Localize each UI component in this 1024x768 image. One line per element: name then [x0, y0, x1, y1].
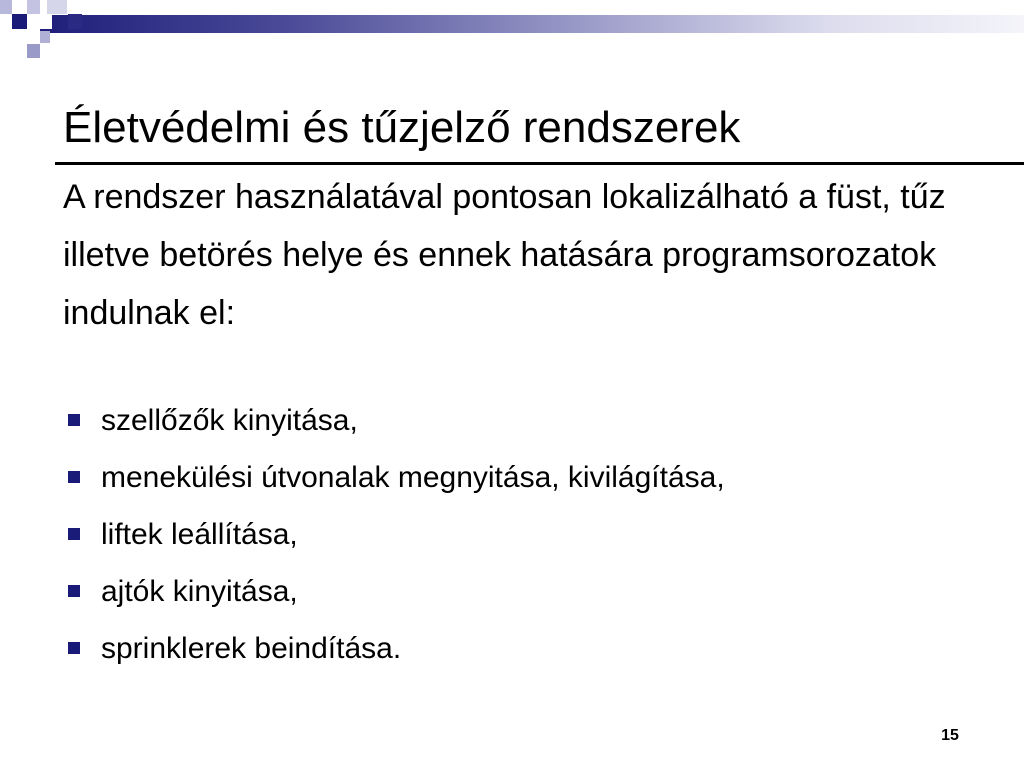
decorative-square	[68, 14, 82, 29]
list-item-text: menekülési útvonalak megnyitása, kivilágítása,	[101, 461, 725, 494]
slide-title: Életvédelmi és tűzjelző rendszerek	[63, 103, 741, 152]
list-item	[65, 506, 725, 563]
page-number: 15	[941, 727, 959, 744]
list-item-text: ajtók kinyitása,	[101, 575, 298, 608]
header-decoration	[0, 0, 1024, 64]
decorative-square	[40, 14, 52, 29]
list-item-text: szellőzők kinyitása,	[101, 404, 358, 437]
list-item-text: sprinklerek beindítása.	[101, 632, 402, 665]
square-bullet-icon	[68, 471, 80, 483]
decorative-square	[40, 31, 50, 43]
decorative-square	[12, 14, 27, 29]
square-bullet-icon	[68, 585, 80, 597]
intro-paragraph: A rendszer használatával pontosan lokalizálható a füst, tűz illetve betörés helye és ennek hatására programsorozatok indulnak el:	[63, 178, 946, 332]
list-item	[65, 449, 725, 506]
square-bullet-icon	[68, 528, 80, 540]
list-item-text: liftek leállítása,	[101, 518, 298, 551]
square-bullet-icon	[68, 414, 80, 426]
list-item	[65, 620, 725, 677]
header-gradient-bar	[40, 15, 1024, 33]
list-item	[65, 563, 725, 620]
decorative-square	[27, 44, 40, 58]
square-bullet-icon	[68, 642, 80, 654]
list-item	[65, 392, 725, 449]
decorative-square	[27, 0, 40, 14]
decorative-square	[47, 0, 67, 14]
title-underline	[55, 162, 1024, 165]
decorative-square	[0, 0, 12, 14]
bullet-list	[65, 392, 725, 677]
